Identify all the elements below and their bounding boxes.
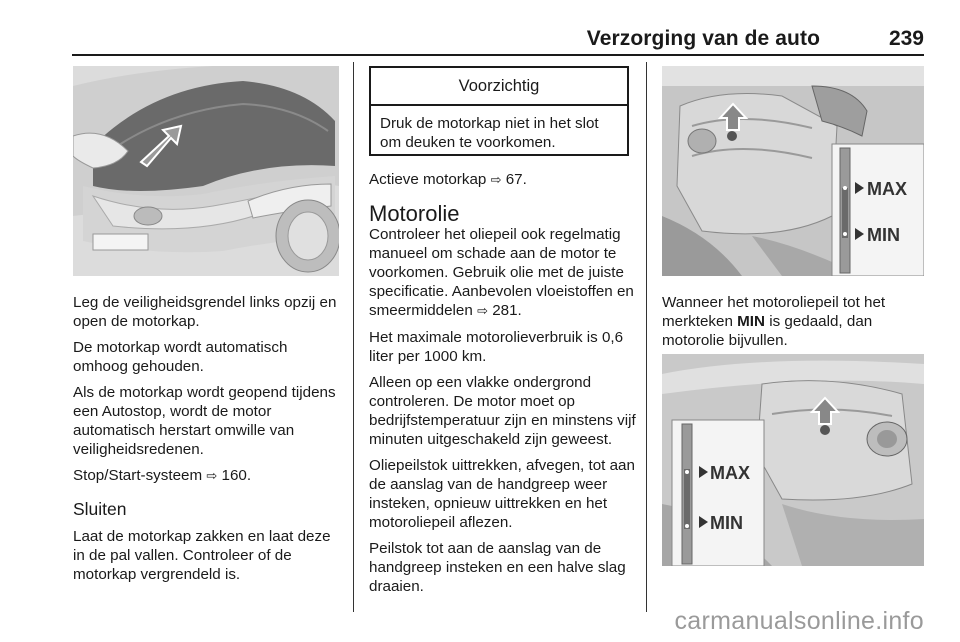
paragraph: Peilstok tot aan de aanslag van de handgreep insteken en een halve slag draaien. (369, 540, 626, 595)
column-3 (662, 293, 926, 357)
engine-dipstick-illustration-bottom (662, 354, 924, 566)
min-label: MIN (710, 513, 743, 533)
header-rule (72, 54, 924, 56)
caution-title: Voorzichtig (371, 68, 627, 106)
paragraph-text: is gedaald, dan motorolie bijvullen. (662, 313, 873, 349)
paragraph: Laat de motorkap zakken en laat deze in de pal vallen. Controleer of de motorkap vergrendeld is. (73, 528, 331, 583)
engine-image (662, 66, 924, 276)
max-label: MAX (710, 463, 750, 483)
paragraph: Leg de veiligheidsgrendel links opzij en open de motorkap. (73, 294, 337, 330)
min-label: MIN (867, 225, 900, 245)
paragraph: Controleer het oliepeil ook regelmatig manueel om schade aan de motor te voorkomen. Gebruik olie met de juiste specificatie. Aanbevolen vloeistoffen en smeermiddelen ⇨ 281. (369, 226, 634, 319)
paragraph (662, 293, 926, 350)
reference-page[interactable]: 160 (221, 467, 247, 484)
paragraph: De motorkap wordt automatisch omhoog gehouden. (73, 339, 288, 375)
column-divider-1 (353, 62, 354, 612)
page-number: 239 (888, 27, 924, 50)
paragraph: Het maximale motorolieverbruik is 0,6 liter per 1000 km. (369, 329, 624, 365)
reference-page[interactable]: 281 (492, 302, 518, 319)
paragraph: Alleen op een vlakke ondergrond controleren. De motor moet op bedrijfstemperatuur zijn en minstens vijf minuten uitgeschakeld zijn geweest. (369, 374, 636, 448)
car-hood-image (73, 66, 339, 276)
active-hood-reference: Actieve motorkap ⇨ 67. (369, 171, 527, 188)
reference-text: Actieve motorkap (369, 171, 491, 188)
paragraph-text: Wanneer het motoroliepeil tot het merkteken (662, 294, 886, 330)
chapter-title: Verzorging van de auto (586, 27, 820, 50)
min-mark-term: MIN (737, 313, 765, 330)
paragraph: Als de motorkap wordt geopend tijdens een Autostop, wordt de motor automatisch herstart omwille van veiligheidsredenen. (73, 384, 336, 458)
column-2 (369, 170, 639, 603)
watermark: carmanualsonline.info (674, 607, 924, 635)
column-1 (73, 293, 345, 591)
engine-dipstick-illustration-top (662, 66, 924, 276)
caution-body: Druk de motorkap niet in het slot om deuken te voorkomen. (380, 115, 599, 151)
reference-text: Stop/Start-systeem (73, 467, 207, 484)
paragraph-text: Controleer het oliepeil ook regelmatig manueel om schade aan de motor te voorkomen. Gebruik olie met de juiste specificatie. Aanbevolen vloeistoffen en smeermiddelen (369, 226, 634, 319)
column-divider-2 (646, 62, 647, 612)
engine-image (662, 354, 924, 566)
max-label: MAX (867, 179, 907, 199)
caution-box (369, 66, 629, 156)
reference-arrow-icon: ⇨ (477, 304, 488, 319)
reference-page[interactable]: 67 (505, 171, 523, 188)
stop-start-reference: Stop/Start-systeem ⇨ 160. (73, 467, 252, 484)
section-heading: Motorolie (369, 201, 460, 226)
section-heading: Sluiten (73, 499, 127, 519)
paragraph: Oliepeilstok uittrekken, afvegen, tot aan de aanslag van de handgreep weer insteken, opnieuw uittrekken en het motoroliepeil aflezen. (369, 457, 635, 531)
reference-arrow-icon: ⇨ (490, 173, 502, 188)
reference-arrow-icon: ⇨ (206, 469, 218, 484)
hood-illustration (73, 66, 339, 276)
page-header (0, 0, 960, 60)
